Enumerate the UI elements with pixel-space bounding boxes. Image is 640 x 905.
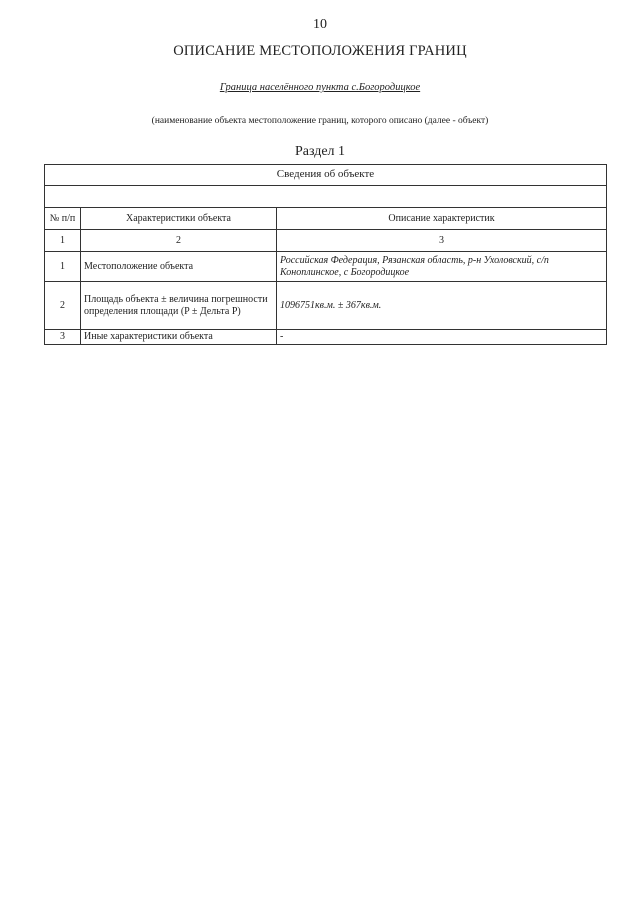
row-num: 3 xyxy=(45,330,81,345)
column-header-characteristic: Характеристики объекта xyxy=(81,208,277,230)
table-header: Сведения об объекте xyxy=(45,165,607,186)
table-header-row xyxy=(45,165,607,186)
column-header-description: Описание характеристик xyxy=(277,208,607,230)
column-header-row xyxy=(45,208,607,230)
page-number: 10 xyxy=(313,17,327,32)
row-description: - xyxy=(277,330,607,345)
column-number-2: 2 xyxy=(81,230,277,252)
object-info-table xyxy=(44,164,607,345)
column-number-row xyxy=(45,230,607,252)
document-title: ОПИСАНИЕ МЕСТОПОЛОЖЕНИЯ ГРАНИЦ xyxy=(173,43,467,59)
object-caption: (наименование объекта местоположение границ, которого описано (далее - объект) xyxy=(151,116,489,126)
table-row xyxy=(45,330,607,345)
table-row xyxy=(45,282,607,330)
table-spacer xyxy=(45,186,607,208)
row-characteristic: Иные характеристики объекта xyxy=(81,330,277,345)
row-characteristic: Местоположение объекта xyxy=(81,252,277,282)
column-number-1: 1 xyxy=(45,230,81,252)
row-characteristic: Площадь объекта ± величина погрешности определения площади (P ± Дельта P) xyxy=(81,282,277,330)
section-title: Раздел 1 xyxy=(294,144,346,159)
row-num: 1 xyxy=(45,252,81,282)
object-name xyxy=(0,82,640,93)
object-name-text: Граница населённого пункта с.Богородицкое xyxy=(219,82,421,93)
row-description: Российская Федерация, Рязанская область, р-н Ухоловский, с/п Коноплинское, с Богородицкое xyxy=(277,252,607,282)
table-spacer-row xyxy=(45,186,607,208)
row-num: 2 xyxy=(45,282,81,330)
table-row xyxy=(45,252,607,282)
column-header-num: № п/п xyxy=(45,208,81,230)
row-description: 1096751кв.м. ± 367кв.м. xyxy=(277,282,607,330)
column-number-3: 3 xyxy=(277,230,607,252)
